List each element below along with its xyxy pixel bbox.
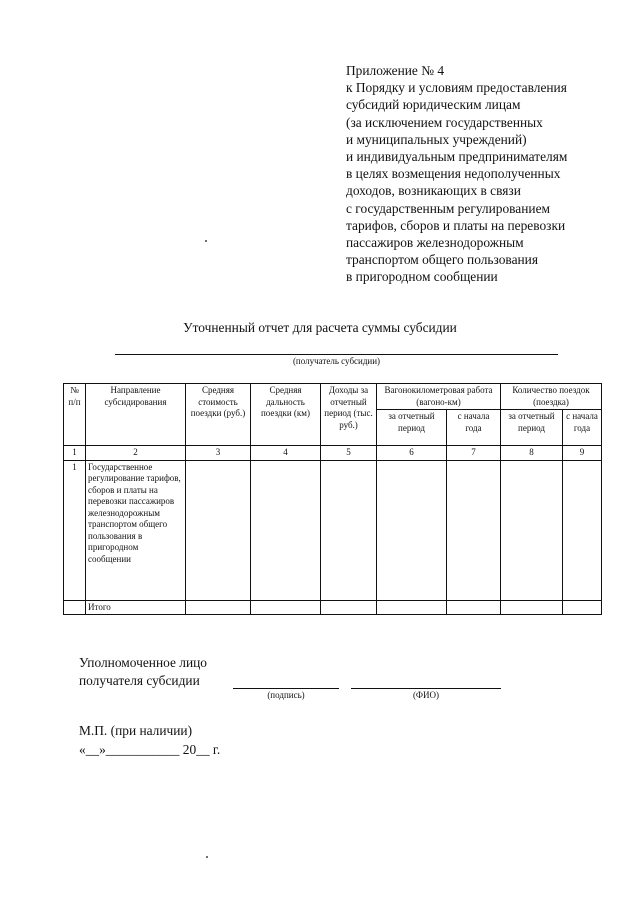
row-direction: Государственное регулирование тарифов, сборов и платы на перевозки пассажиров железнодорожным транспортом общего пользования в пригородном сообщении [86, 460, 186, 600]
cell-empty [447, 600, 501, 615]
cell-empty [377, 600, 447, 615]
signatory-label-line1: Уполномоченное лицо [79, 655, 207, 670]
col-number: 7 [447, 446, 501, 461]
table-row [64, 460, 602, 600]
annex-line: (за исключением государственных [346, 114, 543, 130]
report-table [63, 383, 602, 615]
signature-caption: (подпись) [267, 690, 305, 700]
header-car-km-year: с начала года [447, 410, 501, 446]
table-row-total [64, 600, 602, 615]
cell-empty [186, 460, 251, 600]
cell-empty [501, 460, 563, 600]
header-avg-cost: Средняя стоимость поездки (руб.) [186, 384, 251, 446]
annex-line: в пригородном сообщении [346, 269, 498, 285]
name-line [351, 688, 501, 689]
annex-line: субсидий юридическим лицам [346, 97, 521, 113]
recipient-caption: (получатель субсидии) [292, 356, 381, 366]
annex-line: и муниципальных учреждений) [346, 131, 527, 147]
scan-speck [206, 856, 208, 858]
annex-line: тарифов, сборов и платы на перевозки [346, 217, 566, 233]
header-trips-year: с начала года [563, 410, 602, 446]
col-number: 9 [563, 446, 602, 461]
cell-empty [447, 460, 501, 600]
cell-empty [251, 460, 321, 600]
annex-line: с государственным регулированием [346, 200, 550, 216]
annex-line: транспортом общего пользования [346, 252, 539, 268]
col-number: 1 [64, 446, 86, 461]
cell-empty [377, 460, 447, 600]
signature-line [233, 688, 339, 689]
cell-empty [64, 600, 86, 615]
cell-empty [251, 600, 321, 615]
col-number: 4 [251, 446, 321, 461]
cell-empty [321, 600, 377, 615]
col-number: 3 [186, 446, 251, 461]
col-number: 5 [321, 446, 377, 461]
header-trips: Количество поездок (поездка) [501, 384, 602, 410]
header-car-km: Вагонокилометровая работа (вагоно-км) [377, 384, 501, 410]
header-num: № п/п [64, 384, 86, 446]
scan-speck [205, 240, 207, 242]
col-number: 2 [86, 446, 186, 461]
annex-line: к Порядку и условиям предоставления [346, 80, 567, 96]
annex-header [346, 62, 616, 286]
report-title: Уточненный отчет для расчета суммы субсидии [183, 320, 457, 335]
annex-line: в целях возмещения недополученных [346, 166, 561, 182]
row-num: 1 [64, 460, 86, 600]
annex-line: и индивидуальным предпринимателям [346, 149, 568, 165]
cell-empty [321, 460, 377, 600]
col-number: 6 [377, 446, 447, 461]
stamp-label: М.П. (при наличии) [79, 723, 193, 738]
col-number: 8 [501, 446, 563, 461]
annex-line: доходов, возникающих в связи [346, 183, 521, 199]
header-car-km-period: за отчетный период [377, 410, 447, 446]
header-trips-period: за отчетный период [501, 410, 563, 446]
recipient-line [115, 354, 558, 355]
cell-empty [563, 460, 602, 600]
cell-empty [186, 600, 251, 615]
annex-line: пассажиров железнодорожным [346, 235, 524, 251]
name-caption: (ФИО) [412, 690, 440, 700]
signatory-label-line2: получателя субсидии [79, 673, 200, 688]
total-label: Итого [86, 600, 186, 615]
header-direction: Направление субсидирования [86, 384, 186, 446]
date-line: «__»___________ 20__ г. [79, 742, 221, 757]
cell-empty [501, 600, 563, 615]
cell-empty [563, 600, 602, 615]
header-avg-distance: Средняя дальность поездки (км) [251, 384, 321, 446]
annex-line: Приложение № 4 [346, 63, 445, 78]
header-income: Доходы за отчетный период (тыс. руб.) [321, 384, 377, 446]
stamp-block [79, 721, 220, 759]
